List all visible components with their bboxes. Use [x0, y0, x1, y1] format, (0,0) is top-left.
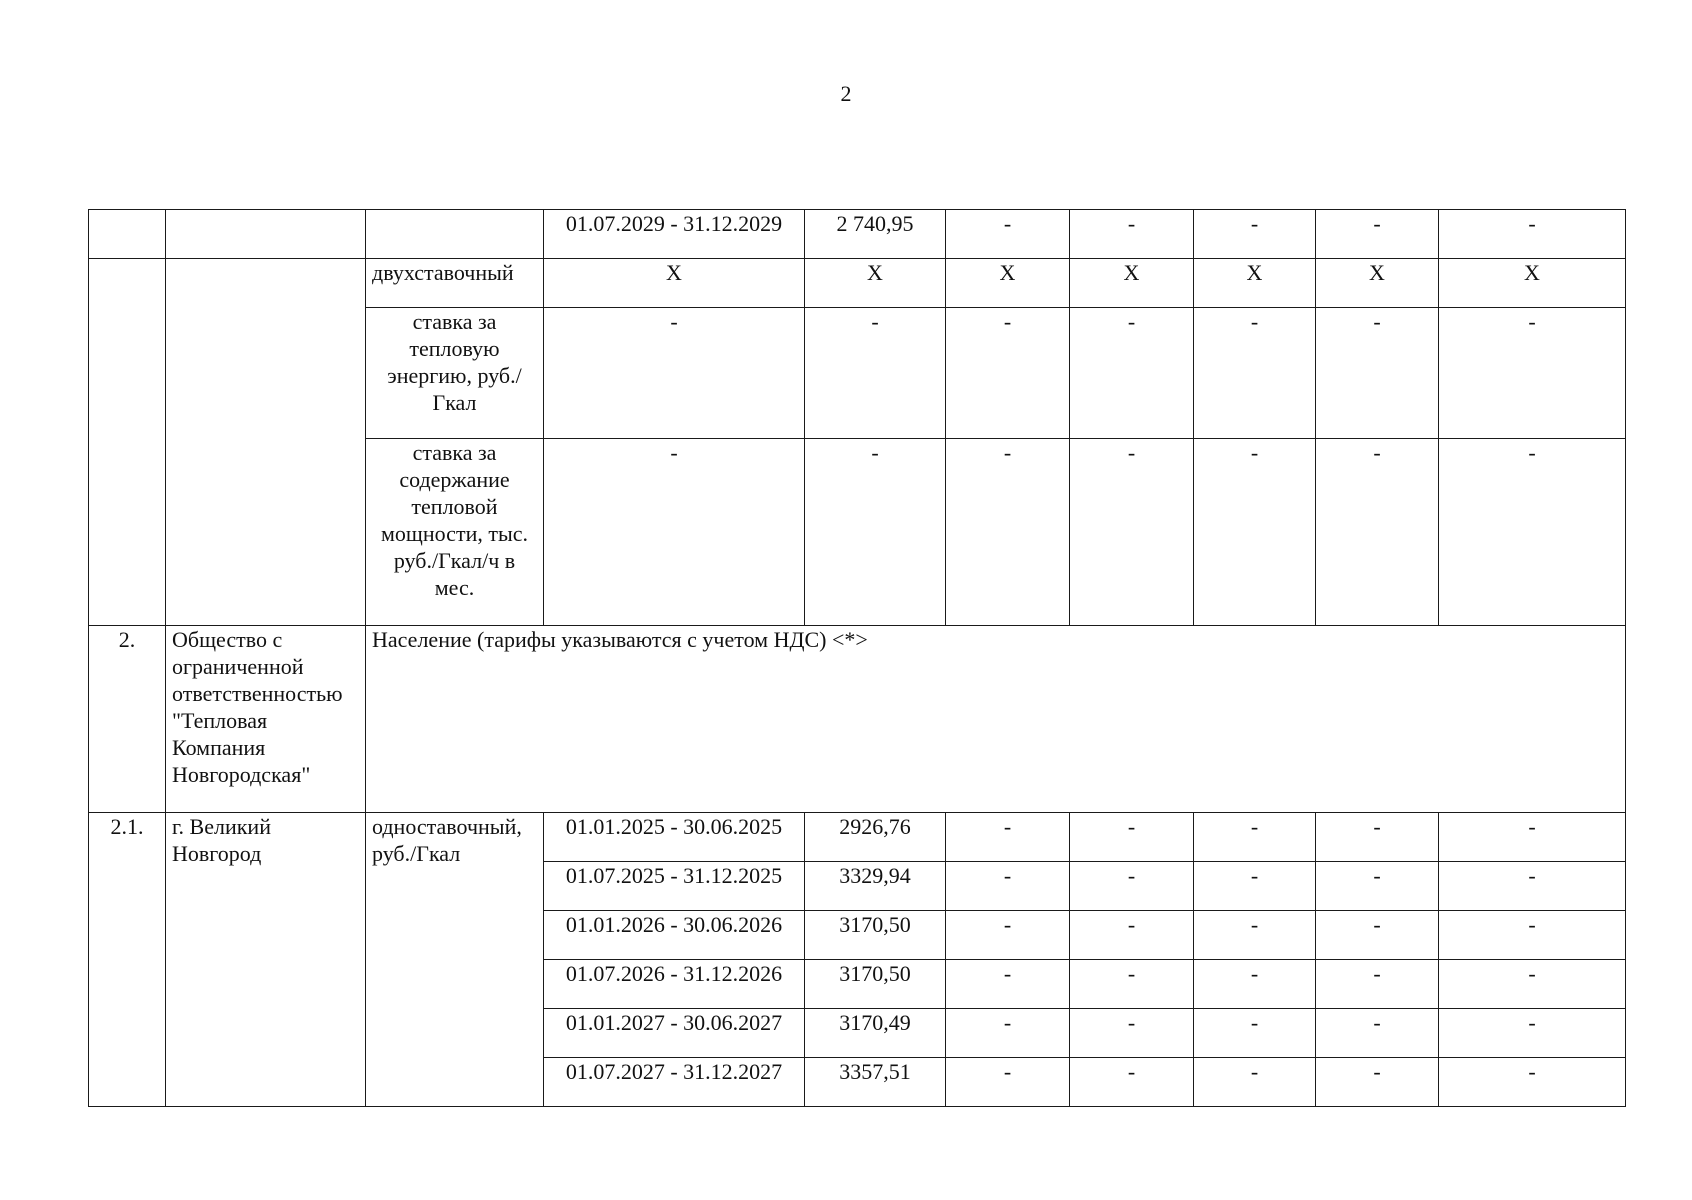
dash-cell: - — [1194, 1058, 1316, 1107]
dash-cell: - — [1316, 960, 1439, 1009]
dash-cell: - — [1194, 308, 1316, 439]
population-note: Население (тарифы указываются с учетом НДС) <*> — [366, 626, 1626, 813]
period-cell: 01.01.2027 - 30.06.2027 — [544, 1009, 805, 1058]
dash-cell: - — [1194, 960, 1316, 1009]
value-cell: 2926,76 — [805, 813, 946, 862]
page-number: 2 — [840, 81, 852, 106]
organization-cell — [166, 259, 366, 626]
period-cell: 01.01.2025 - 30.06.2025 — [544, 813, 805, 862]
organization-cell — [166, 210, 366, 259]
dash-cell: - — [1316, 911, 1439, 960]
value-cell: 3170,49 — [805, 1009, 946, 1058]
dash-cell: - — [1439, 308, 1626, 439]
dash-cell: - — [1439, 210, 1626, 259]
rate-capacity-label: ставка за содержание тепловой мощности, тыс. руб./Гкал/ч в мес. — [366, 439, 544, 626]
dash-cell: - — [1070, 1058, 1194, 1107]
value-cell: 3170,50 — [805, 960, 946, 1009]
x-cell: X — [544, 259, 805, 308]
dash-cell: - — [1316, 439, 1439, 626]
dash-cell: - — [1316, 308, 1439, 439]
dash-cell: - — [1194, 1009, 1316, 1058]
tariff-table — [88, 209, 1626, 1107]
table-row — [89, 813, 1626, 862]
dash-cell: - — [1316, 1058, 1439, 1107]
x-cell: X — [1439, 259, 1626, 308]
dash-cell: - — [1316, 210, 1439, 259]
number-cell — [89, 259, 166, 626]
dash-cell: - — [946, 308, 1070, 439]
dash-cell: - — [1070, 862, 1194, 911]
dash-cell: - — [1070, 210, 1194, 259]
section-number: 2.1. — [89, 813, 166, 1107]
dash-cell: - — [946, 210, 1070, 259]
table-row — [89, 210, 1626, 259]
dash-cell: - — [946, 1058, 1070, 1107]
dash-cell: - — [1439, 960, 1626, 1009]
x-cell: X — [805, 259, 946, 308]
table-row — [89, 626, 1626, 813]
dash-cell: - — [1316, 813, 1439, 862]
value-cell: 3357,51 — [805, 1058, 946, 1107]
table-row — [89, 259, 1626, 308]
section-number: 2. — [89, 626, 166, 813]
dash-cell: - — [1070, 1009, 1194, 1058]
value-cell: 3170,50 — [805, 911, 946, 960]
dash-cell: - — [1316, 862, 1439, 911]
dash-cell: - — [544, 308, 805, 439]
rate-type-cell — [366, 210, 544, 259]
dash-cell: - — [1194, 911, 1316, 960]
dash-cell: - — [1439, 439, 1626, 626]
x-cell: X — [1070, 259, 1194, 308]
period-cell: 01.01.2026 - 30.06.2026 — [544, 911, 805, 960]
dash-cell: - — [1439, 911, 1626, 960]
organization-name: Общество с ограниченной ответственностью "Тепловая Компания Новгородская" — [166, 626, 366, 813]
dash-cell: - — [1316, 1009, 1439, 1058]
dash-cell: - — [946, 439, 1070, 626]
dash-cell: - — [946, 862, 1070, 911]
x-cell: X — [1194, 259, 1316, 308]
period-cell: 01.07.2027 - 31.12.2027 — [544, 1058, 805, 1107]
dash-cell: - — [946, 1009, 1070, 1058]
period-cell: 01.07.2026 - 31.12.2026 — [544, 960, 805, 1009]
dash-cell: - — [544, 439, 805, 626]
dash-cell: - — [805, 439, 946, 626]
dash-cell: - — [1070, 813, 1194, 862]
x-cell: X — [946, 259, 1070, 308]
value-cell: 2 740,95 — [805, 210, 946, 259]
dash-cell: - — [1194, 813, 1316, 862]
dash-cell: - — [1194, 439, 1316, 626]
dash-cell: - — [1439, 1058, 1626, 1107]
dash-cell: - — [1439, 862, 1626, 911]
dash-cell: - — [805, 308, 946, 439]
dash-cell: - — [1194, 210, 1316, 259]
dash-cell: - — [1194, 862, 1316, 911]
value-cell: 3329,94 — [805, 862, 946, 911]
x-cell: X — [1316, 259, 1439, 308]
dash-cell: - — [946, 813, 1070, 862]
rate-energy-label: ставка за тепловую энергию, руб./Гкал — [366, 308, 544, 439]
dash-cell: - — [1070, 439, 1194, 626]
rate-type-cell: двухставочный — [366, 259, 544, 308]
dash-cell: - — [1070, 960, 1194, 1009]
dash-cell: - — [1439, 1009, 1626, 1058]
number-cell — [89, 210, 166, 259]
period-cell: 01.07.2029 - 31.12.2029 — [544, 210, 805, 259]
locality-name: г. Великий Новгород — [166, 813, 366, 1107]
period-cell: 01.07.2025 - 31.12.2025 — [544, 862, 805, 911]
rate-type-cell: одноставочный, руб./Гкал — [366, 813, 544, 1107]
dash-cell: - — [1070, 308, 1194, 439]
dash-cell: - — [1070, 911, 1194, 960]
dash-cell: - — [946, 960, 1070, 1009]
dash-cell: - — [1439, 813, 1626, 862]
dash-cell: - — [946, 911, 1070, 960]
